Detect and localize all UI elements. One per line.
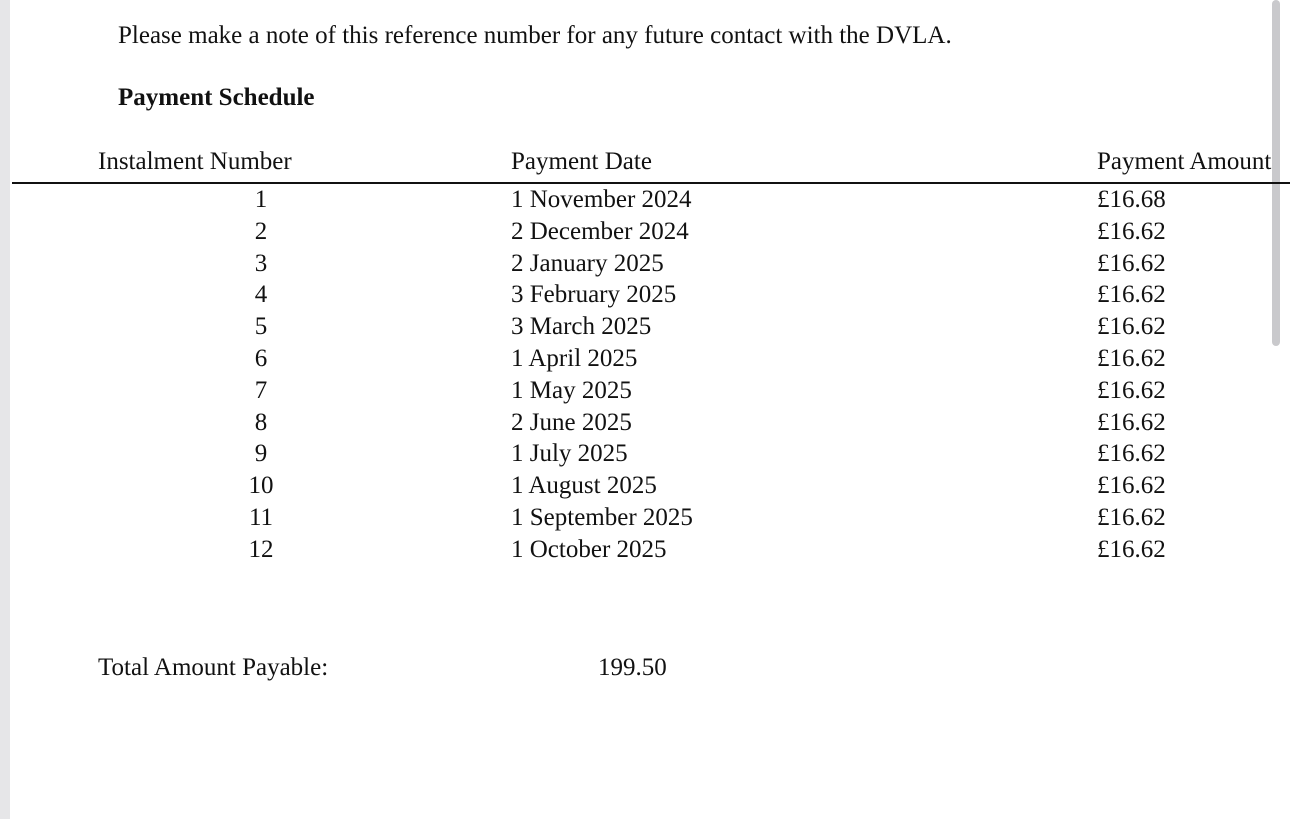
instalment-number-cell: 12 <box>248 535 274 563</box>
payment-date-cell: 1 August 2025 <box>511 472 657 500</box>
payment-amount-cell: £16.62 <box>1097 535 1166 563</box>
payment-amount-cell: £16.62 <box>1097 376 1166 404</box>
instalment-number-cell: 7 <box>254 376 268 404</box>
payment-date-cell: 2 June 2025 <box>511 408 632 436</box>
payment-amount-cell: £16.62 <box>1097 408 1166 436</box>
instalment-number-cell: 8 <box>254 408 268 436</box>
payment-date-cell: 1 May 2025 <box>511 376 632 404</box>
total-amount-value: 199.50 <box>598 654 667 681</box>
table-row <box>0 279 1290 311</box>
table-row <box>0 311 1290 343</box>
payment-date-cell: 1 July 2025 <box>511 440 628 468</box>
payment-schedule-table <box>0 184 1290 566</box>
payment-date-cell: 1 September 2025 <box>511 503 693 531</box>
instalment-number-cell: 2 <box>254 217 268 245</box>
instalment-number-cell: 4 <box>254 281 268 309</box>
column-header-payment-amount: Payment Amount <box>1097 148 1272 175</box>
payment-amount-cell: £16.62 <box>1097 281 1166 309</box>
instalment-number-cell: 9 <box>254 440 268 468</box>
instalment-number-cell: 5 <box>254 313 268 341</box>
payment-amount-cell: £16.62 <box>1097 440 1166 468</box>
table-row <box>0 343 1290 375</box>
column-header-payment-date: Payment Date <box>511 148 652 175</box>
instalment-number-cell: 6 <box>254 344 268 372</box>
table-row <box>0 502 1290 534</box>
instalment-number-cell: 10 <box>248 472 274 500</box>
instalment-number-cell: 3 <box>254 249 268 277</box>
payment-schedule-heading: Payment Schedule <box>118 84 315 111</box>
payment-date-cell: 2 January 2025 <box>511 249 664 277</box>
payment-amount-cell: £16.62 <box>1097 472 1166 500</box>
payment-date-cell: 1 April 2025 <box>511 344 638 372</box>
table-row <box>0 534 1290 566</box>
payment-date-cell: 2 December 2024 <box>511 217 689 245</box>
payment-amount-cell: £16.62 <box>1097 249 1166 277</box>
payment-date-cell: 3 March 2025 <box>511 313 652 341</box>
table-row <box>0 184 1290 216</box>
payment-date-cell: 1 November 2024 <box>511 186 692 213</box>
table-row <box>0 375 1290 407</box>
instalment-number-cell: 11 <box>248 503 274 531</box>
payment-amount-cell: £16.62 <box>1097 344 1166 372</box>
payment-date-cell: 1 October 2025 <box>511 535 667 563</box>
table-row <box>0 216 1290 248</box>
table-row <box>0 407 1290 439</box>
total-amount-label: Total Amount Payable: <box>98 654 329 681</box>
table-row <box>0 438 1290 470</box>
payment-amount-cell: £16.68 <box>1097 186 1166 213</box>
reference-note: Please make a note of this reference number for any future contact with the DVLA. <box>118 22 952 49</box>
instalment-number-cell: 1 <box>254 186 268 213</box>
column-header-instalment-number: Instalment Number <box>98 148 292 175</box>
payment-amount-cell: £16.62 <box>1097 313 1166 341</box>
payment-amount-cell: £16.62 <box>1097 503 1166 531</box>
payment-date-cell: 3 February 2025 <box>511 281 677 309</box>
table-row <box>0 248 1290 280</box>
table-row <box>0 470 1290 502</box>
payment-amount-cell: £16.62 <box>1097 217 1166 245</box>
